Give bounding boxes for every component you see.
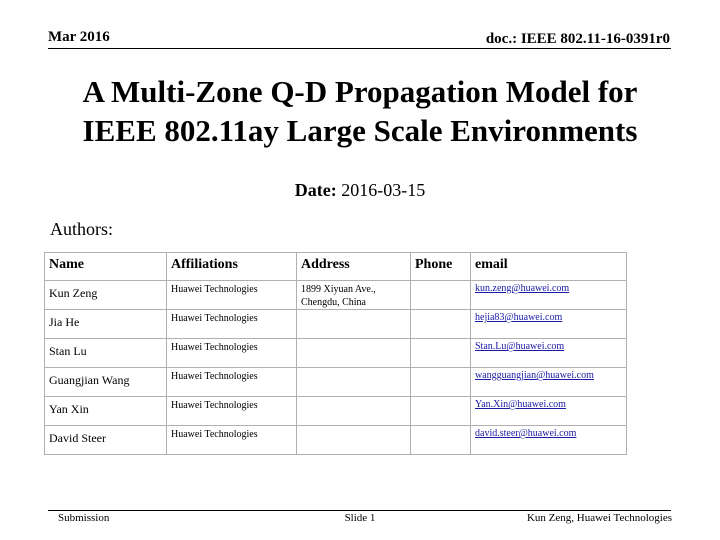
table-row: [45, 339, 627, 368]
footer-slide-number: Slide 1: [344, 512, 376, 524]
author-address: [297, 339, 411, 368]
date-label: Date:: [294, 180, 337, 200]
authors-label: Authors:: [50, 219, 113, 239]
author-name: Yan Xin: [45, 397, 167, 426]
column-header-phone: Phone: [411, 253, 471, 281]
authors-table: [44, 252, 627, 455]
author-name: Guangjian Wang: [45, 368, 167, 397]
author-phone: [411, 310, 471, 339]
slide-title-line-1: A Multi-Zone Q-D Propagation Model for: [82, 74, 638, 109]
author-phone: [411, 397, 471, 426]
column-header-email: email: [471, 253, 627, 281]
table-header-row: [45, 253, 627, 281]
author-phone: [411, 281, 471, 310]
column-header-name: Name: [45, 253, 167, 281]
author-address-line-2: Chengdu, China: [301, 297, 366, 308]
slide-title-line-2: IEEE 802.11ay Large Scale Environments: [82, 113, 638, 148]
author-email-link[interactable]: kun.zeng@huawei.com: [471, 281, 627, 310]
column-header-address: Address: [297, 253, 411, 281]
author-affiliation: Huawei Technologies: [167, 426, 297, 455]
author-affiliation: Huawei Technologies: [167, 339, 297, 368]
author-affiliation: Huawei Technologies: [167, 368, 297, 397]
author-phone: [411, 339, 471, 368]
author-address: [297, 310, 411, 339]
author-email-link[interactable]: Yan.Xin@huawei.com: [471, 397, 627, 426]
author-name: Kun Zeng: [45, 281, 167, 310]
author-email-link[interactable]: hejia83@huawei.com: [471, 310, 627, 339]
author-name: David Steer: [45, 426, 167, 455]
slide-title: [30, 72, 690, 150]
table-row: [45, 426, 627, 455]
author-phone: [411, 426, 471, 455]
author-address: [297, 281, 411, 310]
header-doc-id: doc.: IEEE 802.11-16-0391r0: [485, 31, 670, 47]
date-value: 2016-03-15: [341, 180, 426, 200]
column-header-affiliations: Affiliations: [167, 253, 297, 281]
author-address: [297, 397, 411, 426]
table-row: [45, 397, 627, 426]
author-address-line-1: 1899 Xiyuan Ave.,: [301, 284, 376, 295]
author-affiliation: Huawei Technologies: [167, 397, 297, 426]
author-name: Jia He: [45, 310, 167, 339]
header-date: Mar 2016: [48, 29, 110, 45]
author-name: Stan Lu: [45, 339, 167, 368]
author-email-link[interactable]: wangguangjian@huawei.com: [471, 368, 627, 397]
author-address: [297, 426, 411, 455]
author-affiliation: Huawei Technologies: [167, 281, 297, 310]
table-row: [45, 281, 627, 310]
author-affiliation: Huawei Technologies: [167, 310, 297, 339]
author-email-link[interactable]: Stan.Lu@huawei.com: [471, 339, 627, 368]
author-address: [297, 368, 411, 397]
header-divider: [48, 48, 671, 49]
table-row: [45, 368, 627, 397]
author-phone: [411, 368, 471, 397]
author-email-link[interactable]: david.steer@huawei.com: [471, 426, 627, 455]
table-row: [45, 310, 627, 339]
presentation-date: [0, 180, 720, 201]
footer-divider: [48, 510, 671, 511]
footer-author: Kun Zeng, Huawei Technologies: [526, 512, 672, 524]
footer-submission: Submission: [58, 512, 110, 524]
